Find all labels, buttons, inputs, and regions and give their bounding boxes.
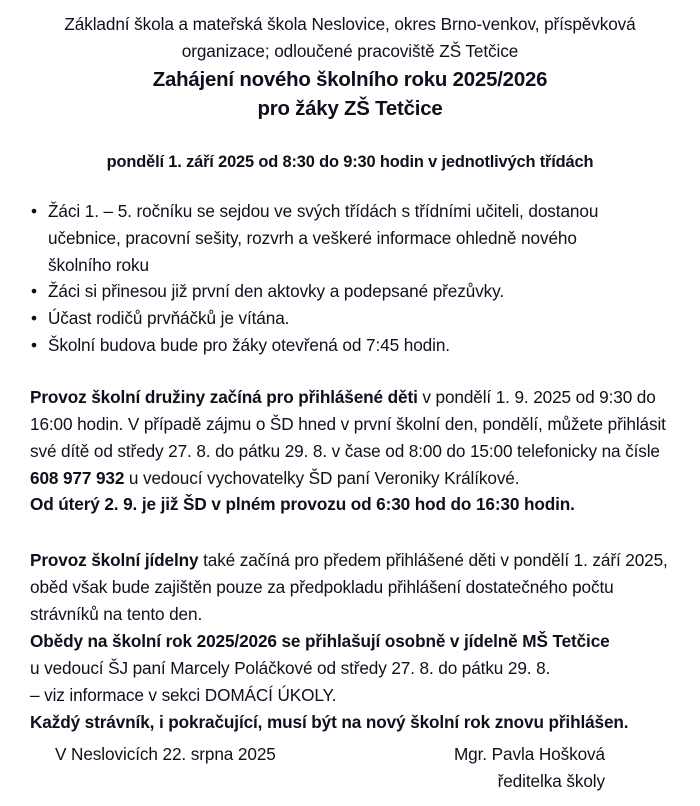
organization-line-1: Základní škola a mateřská škola Neslovice, okres Brno-venkov, příspěvková xyxy=(64,14,636,34)
canteen-signup-bold: Obědy na školní rok 2025/2026 se přihlašují osobně v jídelně MŠ Tetčice xyxy=(30,631,610,652)
list-item-text: Žáci 1. – 5. ročníku se sejdou ve svých třídách s třídními učiteli, dostanou učebnice, pracovní sešity, rozvrh a veškeré informace ohledně nového školního roku xyxy=(48,201,599,275)
organization-line-2: organizace; odloučené pracoviště ZŠ Tetčice xyxy=(181,41,519,61)
list-item xyxy=(0,278,700,305)
canteen-manager-line: u vedoucí ŠJ paní Marcely Poláčkové od středy 27. 8. do pátku 29. 8. xyxy=(30,657,551,678)
bullet-icon: • xyxy=(31,201,37,221)
signature-name: Mgr. Pavla Hošková xyxy=(453,744,605,764)
list-item xyxy=(0,332,700,359)
after-school-club-note xyxy=(0,491,700,518)
signature-block xyxy=(0,741,700,801)
list-item xyxy=(0,198,700,278)
event-date-line: pondělí 1. září 2025 od 8:30 do 9:30 hodin v jednotlivých třídách xyxy=(106,153,594,171)
canteen-paragraph xyxy=(0,547,700,628)
bullet-icon: • xyxy=(31,334,37,355)
canteen-lead: Provoz školní jídelny xyxy=(30,550,199,571)
after-school-club-phone: 608 977 932 xyxy=(30,467,125,488)
canteen-text-1: také začíná pro předem přihlášené děti v pondělí 1. září 2025, oběd však bude zajištěn pouze za předpokladu přihlášení dostatečného počtu strávníků na tento den. xyxy=(30,550,668,625)
canteen-signup-line xyxy=(0,628,700,655)
list-item xyxy=(0,305,700,332)
after-school-club-text-2: u vedoucí vychovatelky ŠD paní Veroniky Králíkové. xyxy=(124,467,520,488)
instructions-list xyxy=(0,198,700,359)
list-item-text: Žáci si přinesou již první den aktovky a podepsané přezůvky. xyxy=(48,281,505,302)
list-item-text: Účast rodičů prvňáčků je vítána. xyxy=(48,308,290,329)
signature-place-date: V Neslovicích 22. srpna 2025 xyxy=(55,744,276,764)
list-item-text: Školní budova bude pro žáky otevřená od 7:45 hodin. xyxy=(48,334,450,355)
after-school-club-lead: Provoz školní družiny začíná pro přihlášené děti xyxy=(30,386,418,407)
document-header xyxy=(0,0,700,123)
signature-role: ředitelka školy xyxy=(497,770,605,791)
after-school-club-note-text: Od úterý 2. 9. je již ŠD v plném provozu od 6:30 hod do 16:30 hodin. xyxy=(30,494,575,515)
canteen-reference-line: – viz informace v sekci DOMÁCÍ ÚKOLY. xyxy=(30,684,337,705)
signature-author xyxy=(305,741,605,795)
after-school-club-text-1: v pondělí 1. 9. 2025 od 9:30 do 16:00 hodin. V případě zájmu o ŠD hned v první školní den, pondělí, můžete přihlásit své dítě od středy 27. 8. do pátku 29. 8. v čase od 8:00 do 15:00 telefonicky na čísle xyxy=(30,386,666,461)
bullet-icon: • xyxy=(31,281,37,302)
canteen-reminder-bold: Každý strávník, i pokračující, musí být na nový školní rok znovu přihlášen. xyxy=(30,711,629,732)
bullet-icon: • xyxy=(31,308,37,329)
page-title-line-1: Zahájení nového školního roku 2025/2026 xyxy=(152,69,548,91)
after-school-club-paragraph xyxy=(0,384,700,492)
page-title-line-2: pro žáky ZŠ Tetčice xyxy=(257,98,443,120)
canteen-reminder-line xyxy=(0,709,700,736)
